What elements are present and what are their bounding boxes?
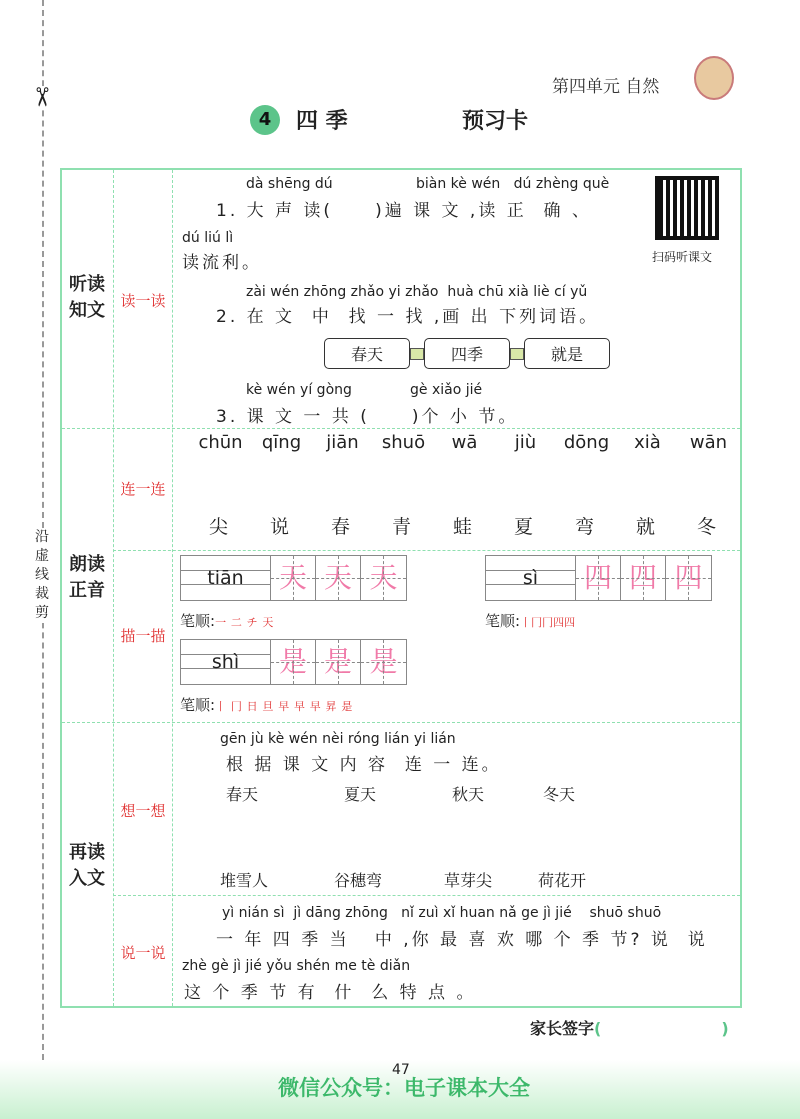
char-item[interactable]: 蛙 <box>452 516 472 538</box>
char-item[interactable]: 春 <box>330 516 350 538</box>
pinyin-item[interactable]: dōng <box>563 432 610 453</box>
signature-label: 家长签字 <box>530 1019 595 1038</box>
word-chain <box>324 338 610 369</box>
pinyin-cell: sì <box>486 556 576 600</box>
scissors-icon: ✂ <box>25 86 56 108</box>
char-item[interactable]: 就 <box>635 516 655 538</box>
think-instruction: 根 据 课 文 内 容 连 一 连。 <box>226 755 502 775</box>
char-item[interactable]: 青 <box>391 516 411 538</box>
pinyin-item[interactable]: wān <box>689 432 728 453</box>
connect-char-row <box>188 512 737 539</box>
question-1: 1. 大 声 读( )遍 课 文 ,读 正 确 、 <box>216 201 592 221</box>
activity-connect: 连一连 <box>120 480 166 498</box>
pinyin-cell: tiān <box>181 556 271 600</box>
season-item[interactable]: 夏天 <box>344 785 377 804</box>
stroke-order-shi: 笔顺:丨 冂 日 旦 早 早 早 昇 是 <box>180 696 353 714</box>
pinyin: kè wén yí gòng <box>246 382 352 398</box>
char-item[interactable]: 冬 <box>696 516 716 538</box>
lesson-title-bar <box>250 104 528 135</box>
chain-link <box>410 348 424 360</box>
trace-cell[interactable]: 是 <box>316 640 361 684</box>
cut-label: 沿虚线裁剪 <box>32 528 52 623</box>
pinyin-item[interactable]: jiù <box>514 432 537 453</box>
pinyin-item[interactable]: jiān <box>326 432 359 453</box>
stroke-label: 笔顺: <box>180 696 216 714</box>
trace-cell[interactable]: 天 <box>361 556 406 600</box>
phrase-item[interactable]: 堆雪人 <box>220 871 269 890</box>
season-item[interactable]: 秋天 <box>452 785 485 804</box>
activity-read: 读一读 <box>120 292 166 310</box>
qr-code[interactable] <box>655 176 719 240</box>
divider <box>113 550 740 551</box>
parent-signature[interactable] <box>530 1016 729 1039</box>
char-item[interactable]: 弯 <box>574 516 594 538</box>
paren: ( <box>594 1019 602 1038</box>
season-item[interactable]: 冬天 <box>543 785 576 804</box>
activity-think: 想一想 <box>120 802 166 820</box>
section-listen-read: 听读知文 <box>69 274 105 321</box>
mascot-icon <box>694 56 734 100</box>
pinyin: dú liú lì <box>182 230 234 246</box>
qr-label: 扫码听课文 <box>652 250 713 264</box>
stroke-order-tian: 笔顺:一 二 チ 天 <box>180 612 274 630</box>
trace-cell[interactable]: 四 <box>576 556 621 600</box>
question-1-cont: 读流利。 <box>182 253 262 273</box>
section-read-aloud: 朗读正音 <box>69 554 105 601</box>
activity-trace: 描一描 <box>120 627 166 645</box>
stroke-label: 笔顺: <box>485 612 521 630</box>
pinyin: zhè gè jì jié yǒu shén me tè diǎn <box>182 958 411 974</box>
pinyin: gēn jù kè wén nèi róng lián yi lián <box>220 731 456 747</box>
page-number: 47 <box>392 1062 410 1078</box>
speak-question: 一 年 四 季 当 中 ,你 最 喜 欢 哪 个 季 节? 说 说 <box>216 930 708 950</box>
word-box: 春天 <box>324 338 410 369</box>
writing-grid-tian <box>180 555 407 601</box>
season-item[interactable]: 春天 <box>226 785 259 804</box>
trace-cell[interactable]: 天 <box>271 556 316 600</box>
unit-label: 第四单元 自然 <box>552 77 660 97</box>
phrase-item[interactable]: 谷穗弯 <box>334 871 383 890</box>
divider <box>113 895 740 896</box>
char-item[interactable]: 夏 <box>513 516 533 538</box>
pinyin: dà shēng dú <box>246 176 333 192</box>
pinyin: zài wén zhōng zhǎo yi zhǎo huà chū xià liè cí yǔ <box>246 284 588 300</box>
chain-link <box>510 348 524 360</box>
phrase-item[interactable]: 荷花开 <box>538 871 587 890</box>
divider <box>62 722 740 723</box>
pinyin: yì nián sì jì dāng zhōng nǐ zuì xǐ huan nǎ ge jì jié shuō shuō <box>222 905 662 921</box>
char-item[interactable]: 尖 <box>208 516 228 538</box>
pinyin-item[interactable]: wā <box>451 432 478 453</box>
lesson-number: 4 <box>250 105 280 135</box>
pinyin-cell: shì <box>181 640 271 684</box>
stroke-order-si: 笔顺:丨冂冂四四 <box>485 612 576 630</box>
char-item[interactable]: 说 <box>269 516 289 538</box>
trace-cell[interactable]: 四 <box>666 556 711 600</box>
activity-speak: 说一说 <box>120 944 166 962</box>
paren: ) <box>721 1019 729 1038</box>
pinyin-item[interactable]: qīng <box>261 432 302 453</box>
divider <box>62 428 740 429</box>
pinyin: biàn kè wén dú zhèng què <box>416 176 610 192</box>
word-box: 四季 <box>424 338 510 369</box>
pinyin-item[interactable]: xià <box>634 432 661 453</box>
writing-grid-si <box>485 555 712 601</box>
connect-pinyin-row <box>190 432 739 453</box>
phrase-item[interactable]: 草芽尖 <box>444 871 493 890</box>
stroke-label: 笔顺: <box>180 612 216 630</box>
pinyin-item[interactable]: shuō <box>381 432 426 453</box>
trace-cell[interactable]: 天 <box>316 556 361 600</box>
section-reread: 再读入文 <box>69 842 105 889</box>
pinyin: gè xiǎo jié <box>410 382 483 398</box>
trace-cell[interactable]: 是 <box>361 640 406 684</box>
speak-question-cont: 这 个 季 节 有 什 么 特 点 。 <box>184 983 477 1003</box>
question-2: 2. 在 文 中 找 一 找 ,画 出 下列词语。 <box>216 307 600 327</box>
pinyin-item[interactable]: chūn <box>198 432 243 453</box>
trace-cell[interactable]: 四 <box>621 556 666 600</box>
lesson-title: 四 季 <box>296 109 348 134</box>
writing-grid-shi <box>180 639 407 685</box>
card-type: 预习卡 <box>462 109 529 134</box>
word-box: 就是 <box>524 338 610 369</box>
wechat-label: 微信公众号：电子课本大全 <box>278 1076 530 1100</box>
question-3: 3. 课 文 一 共 ( )个 小 节。 <box>216 407 519 427</box>
trace-cell[interactable]: 是 <box>271 640 316 684</box>
